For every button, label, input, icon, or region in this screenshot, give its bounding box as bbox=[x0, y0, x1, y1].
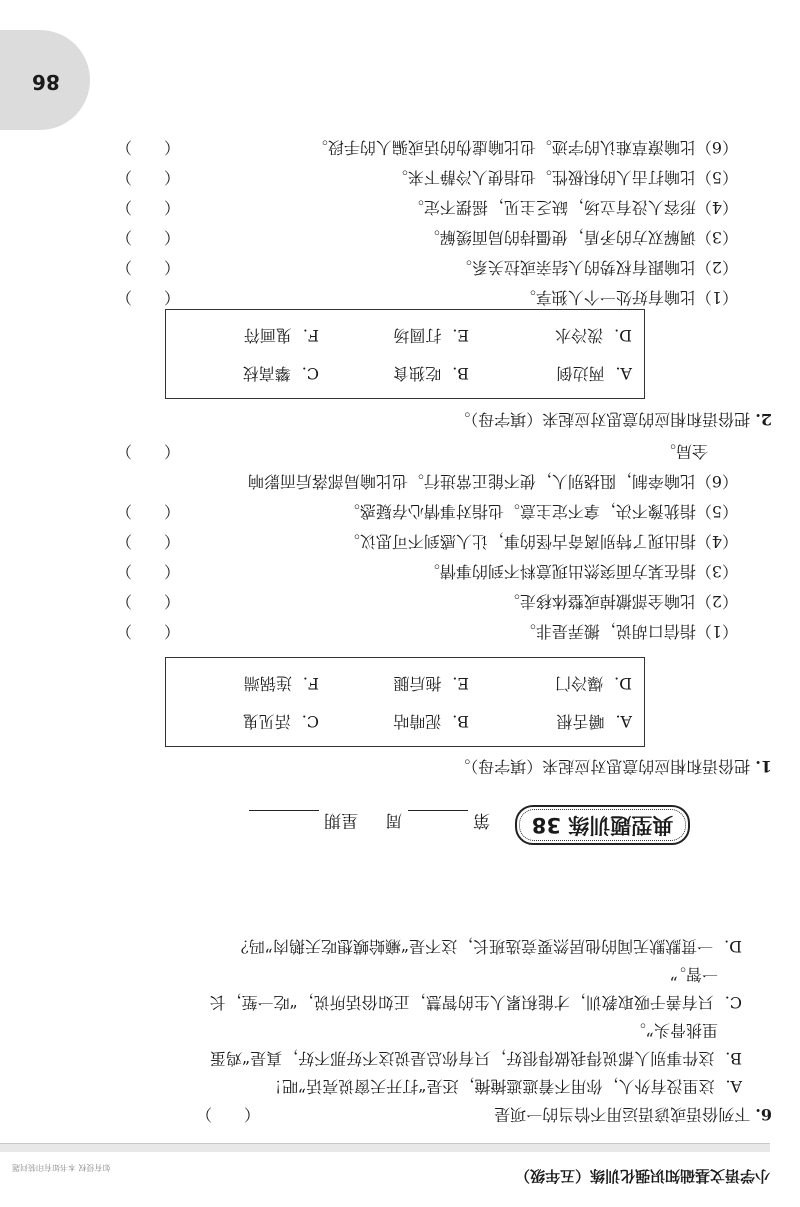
q1-stem-row bbox=[454, 756, 772, 779]
date-line bbox=[249, 810, 490, 835]
week-blank[interactable] bbox=[408, 810, 468, 811]
q2-stem: 把俗语和相应的意思对应起来（填字母）。 bbox=[454, 410, 751, 429]
day-blank[interactable] bbox=[249, 810, 319, 811]
q1-item-5-paren[interactable]: （ ） bbox=[115, 502, 180, 521]
q1-option-e: E．拖后腿 bbox=[393, 674, 469, 693]
q1-number: 1. bbox=[755, 757, 772, 776]
week-mid: 周 bbox=[385, 810, 403, 830]
q1-item-2-paren[interactable]: （ ） bbox=[115, 592, 180, 611]
q2-item-2: （2）比喻跟有权势的人结亲或拉关系。 bbox=[455, 258, 738, 277]
q2-option-c: C．攀高枝 bbox=[242, 364, 319, 383]
q6-option-c-cont: 一智。” bbox=[669, 965, 718, 984]
q2-item-3: （3）调解双方的矛盾，使僵持的局面缓解。 bbox=[423, 228, 738, 247]
q6-option-b-cont: 里挑骨头”。 bbox=[629, 1021, 718, 1040]
q2-option-d: D．泼冷水 bbox=[555, 326, 632, 345]
q2-option-b: B．吃独食 bbox=[393, 364, 469, 383]
q6-option-c: C．只有善于吸取教训，才能积累人生的智慧，正如俗话所说，“吃一堑，长 bbox=[209, 993, 742, 1012]
q1-item-1: （1）指信口胡说，搬弄是非。 bbox=[519, 622, 738, 641]
q1-item-5: （5）指犹豫不决，拿不定主意。也指对事情心存疑惑。 bbox=[343, 502, 738, 521]
q6-option-d: D．一贯默默无闻的他居然要竞选班长，这不是“癞蛤蟆想吃天鹅肉”吗？ bbox=[232, 937, 742, 956]
q1-item-4: （4）指出现了特别离奇古怪的事，让人感到不可思议。 bbox=[343, 532, 738, 551]
q2-item-6: （6）比喻潦草难认的字迹。也比喻虚伪的话或骗人的手段。 bbox=[311, 138, 738, 157]
q1-item-2: （2）比喻全部撤掉或整体移走。 bbox=[503, 592, 738, 611]
q1-stem: 把俗语和相应的意思对应起来（填字母）。 bbox=[454, 757, 751, 776]
q2-option-box bbox=[165, 309, 645, 399]
q1-option-d: D．爆冷门 bbox=[555, 674, 632, 693]
week-label: 第 bbox=[473, 810, 490, 830]
q2-item-4-paren[interactable]: （ ） bbox=[115, 198, 180, 217]
q1-item-6-cont: 全局。 bbox=[659, 442, 708, 461]
q1-option-f: F．连锅端 bbox=[243, 674, 319, 693]
q6-stem-row bbox=[494, 1104, 772, 1127]
q2-number: 2. bbox=[755, 410, 772, 429]
q1-item-4-paren[interactable]: （ ） bbox=[115, 532, 180, 551]
q6-option-a: A．这里没有外人，你用不着遮遮掩掩，还是“打开天窗说亮话”吧！ bbox=[266, 1077, 742, 1096]
q2-option-f: F．鬼画符 bbox=[243, 326, 319, 345]
q1-option-a: A．嚼舌根 bbox=[556, 712, 632, 731]
q6-answer-paren[interactable]: （ ） bbox=[195, 1105, 260, 1124]
q6-number: 6. bbox=[755, 1105, 772, 1124]
q6-stem: 下列俗语或谚语运用不恰当的一项是 bbox=[494, 1105, 751, 1124]
q1-item-1-paren[interactable]: （ ） bbox=[115, 622, 180, 641]
day-label: 星期 bbox=[324, 810, 359, 830]
q2-item-1: （1）比喻有好处一个人独享。 bbox=[519, 288, 738, 307]
q1-item-3: （3）指在某方面突然出现意料不到的事情。 bbox=[423, 562, 738, 581]
q1-item-3-paren[interactable]: （ ） bbox=[115, 562, 180, 581]
page-number: 86 bbox=[32, 70, 60, 94]
header-bar bbox=[0, 1143, 770, 1152]
tiny-note: 如有侵权 本书如有印装问题 bbox=[12, 1163, 111, 1172]
q1-option-b: B．泥啃咕 bbox=[393, 712, 469, 731]
q1-option-c: C．活见鬼 bbox=[242, 712, 319, 731]
q1-item-6-paren[interactable]: （ ） bbox=[115, 442, 180, 461]
q2-stem-row bbox=[454, 409, 772, 432]
q1-item-6: （6）比喻牵制，阻挠别人，使不能正常进行。也比喻局部落后而影响 bbox=[247, 472, 738, 491]
q2-item-6-paren[interactable]: （ ） bbox=[115, 138, 180, 157]
q2-option-a: A．两边倒 bbox=[556, 364, 632, 383]
book-title: 小学语文基础知识强化训练（五年级） bbox=[514, 1167, 770, 1185]
section-title: 典型题训练 38 bbox=[515, 805, 690, 845]
q2-item-5-paren[interactable]: （ ） bbox=[115, 168, 180, 187]
q2-item-5: （5）比喻打击人的积极性。也指使人冷静下来。 bbox=[391, 168, 738, 187]
q2-item-2-paren[interactable]: （ ） bbox=[115, 258, 180, 277]
q2-item-4: （4）形容人没有立场，缺乏主见，摇摆不定。 bbox=[407, 198, 738, 217]
q1-option-box bbox=[165, 657, 645, 747]
q2-option-e: E．打圆场 bbox=[393, 326, 469, 345]
q2-item-1-paren[interactable]: （ ） bbox=[115, 288, 180, 307]
q6-option-b: B．这件事别人都说得我做得很好，只有你总是说这不好那不好，真是“鸡蛋 bbox=[210, 1049, 742, 1068]
q2-item-3-paren[interactable]: （ ） bbox=[115, 228, 180, 247]
